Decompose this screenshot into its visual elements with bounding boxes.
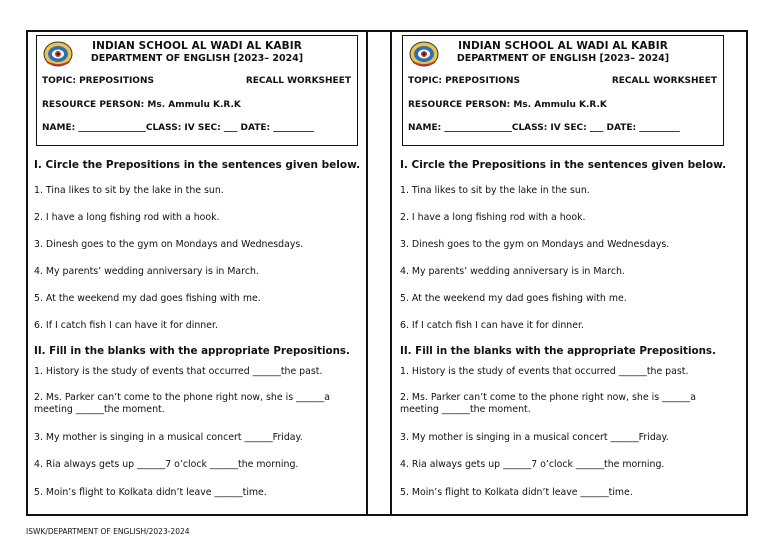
list-item: 5. At the weekend my dad goes fishing with me. bbox=[34, 293, 261, 304]
topic-label: TOPIC: PREPOSITIONS bbox=[408, 76, 520, 86]
list-item: 6. If I catch fish I can have it for dinner. bbox=[400, 320, 584, 331]
list-item: 4. My parents’ wedding anniversary is in March. bbox=[400, 266, 625, 277]
list-item: 5. Moin’s flight to Kolkata didn’t leave ______time. bbox=[400, 487, 633, 498]
department-name: DEPARTMENT OF ENGLISH [2023– 2024] bbox=[90, 53, 304, 64]
list-item: 1. History is the study of events that occurred ______the past. bbox=[34, 366, 323, 377]
school-name: INDIAN SCHOOL AL WADI AL KABIR bbox=[458, 40, 668, 52]
list-item: 3. My mother is singing in a musical concert ______Friday. bbox=[34, 432, 303, 443]
list-item: 1. Tina likes to sit by the lake in the sun. bbox=[400, 185, 590, 196]
name-class-date-line: NAME: _______________CLASS: IV SEC: ___ DATE: _________ bbox=[42, 123, 314, 133]
school-name: INDIAN SCHOOL AL WADI AL KABIR bbox=[92, 40, 302, 52]
page-footer: ISWK/DEPARTMENT OF ENGLISH/2023-2024 bbox=[26, 527, 190, 536]
worksheet-right bbox=[394, 32, 730, 514]
list-item: 2. Ms. Parker can’t come to the phone right now, she is ______a meeting ______the moment. bbox=[400, 392, 696, 415]
section-2-heading: II. Fill in the blanks with the appropriate Prepositions. bbox=[400, 345, 716, 357]
list-item: 1. Tina likes to sit by the lake in the sun. bbox=[34, 185, 224, 196]
list-item: 2. I have a long fishing rod with a hook. bbox=[400, 212, 586, 223]
worksheet-type: RECALL WORKSHEET bbox=[245, 76, 351, 86]
section-2-heading: II. Fill in the blanks with the appropriate Prepositions. bbox=[34, 345, 350, 357]
name-class-date-line: NAME: _______________CLASS: IV SEC: ___ DATE: _________ bbox=[408, 123, 680, 133]
list-item: 3. Dinesh goes to the gym on Mondays and Wednesdays. bbox=[400, 239, 670, 250]
worksheet-sheet bbox=[26, 30, 748, 516]
list-item: 2. Ms. Parker can’t come to the phone right now, she is ______a meeting ______the moment. bbox=[34, 392, 330, 415]
department-name: DEPARTMENT OF ENGLISH [2023– 2024] bbox=[456, 53, 670, 64]
resource-person: RESOURCE PERSON: Ms. Ammulu K.R.K bbox=[408, 100, 607, 110]
list-item: 4. My parents’ wedding anniversary is in March. bbox=[34, 266, 259, 277]
list-item: 1. History is the study of events that occurred ______the past. bbox=[400, 366, 689, 377]
section-1-heading: I. Circle the Prepositions in the sentences given below. bbox=[34, 159, 361, 171]
worksheet-left bbox=[28, 32, 364, 514]
list-item: 4. Ria always gets up ______7 o’clock ______the morning. bbox=[400, 459, 665, 470]
list-item: 5. Moin’s flight to Kolkata didn’t leave ______time. bbox=[34, 487, 267, 498]
list-item: 4. Ria always gets up ______7 o’clock ______the morning. bbox=[34, 459, 299, 470]
list-item: 3. My mother is singing in a musical concert ______Friday. bbox=[400, 432, 669, 443]
list-item: 2. I have a long fishing rod with a hook. bbox=[34, 212, 220, 223]
list-item: 6. If I catch fish I can have it for dinner. bbox=[34, 320, 218, 331]
topic-row bbox=[42, 76, 351, 86]
topic-label: TOPIC: PREPOSITIONS bbox=[42, 76, 154, 86]
topic-row bbox=[408, 76, 717, 86]
worksheet-type: RECALL WORKSHEET bbox=[611, 76, 717, 86]
worksheet-header bbox=[36, 35, 358, 146]
resource-person: RESOURCE PERSON: Ms. Ammulu K.R.K bbox=[42, 100, 241, 110]
section-1-heading: I. Circle the Prepositions in the sentences given below. bbox=[400, 159, 727, 171]
list-item: 5. At the weekend my dad goes fishing with me. bbox=[400, 293, 627, 304]
worksheet-header bbox=[402, 35, 724, 146]
column-divider bbox=[366, 32, 392, 514]
list-item: 3. Dinesh goes to the gym on Mondays and Wednesdays. bbox=[34, 239, 304, 250]
